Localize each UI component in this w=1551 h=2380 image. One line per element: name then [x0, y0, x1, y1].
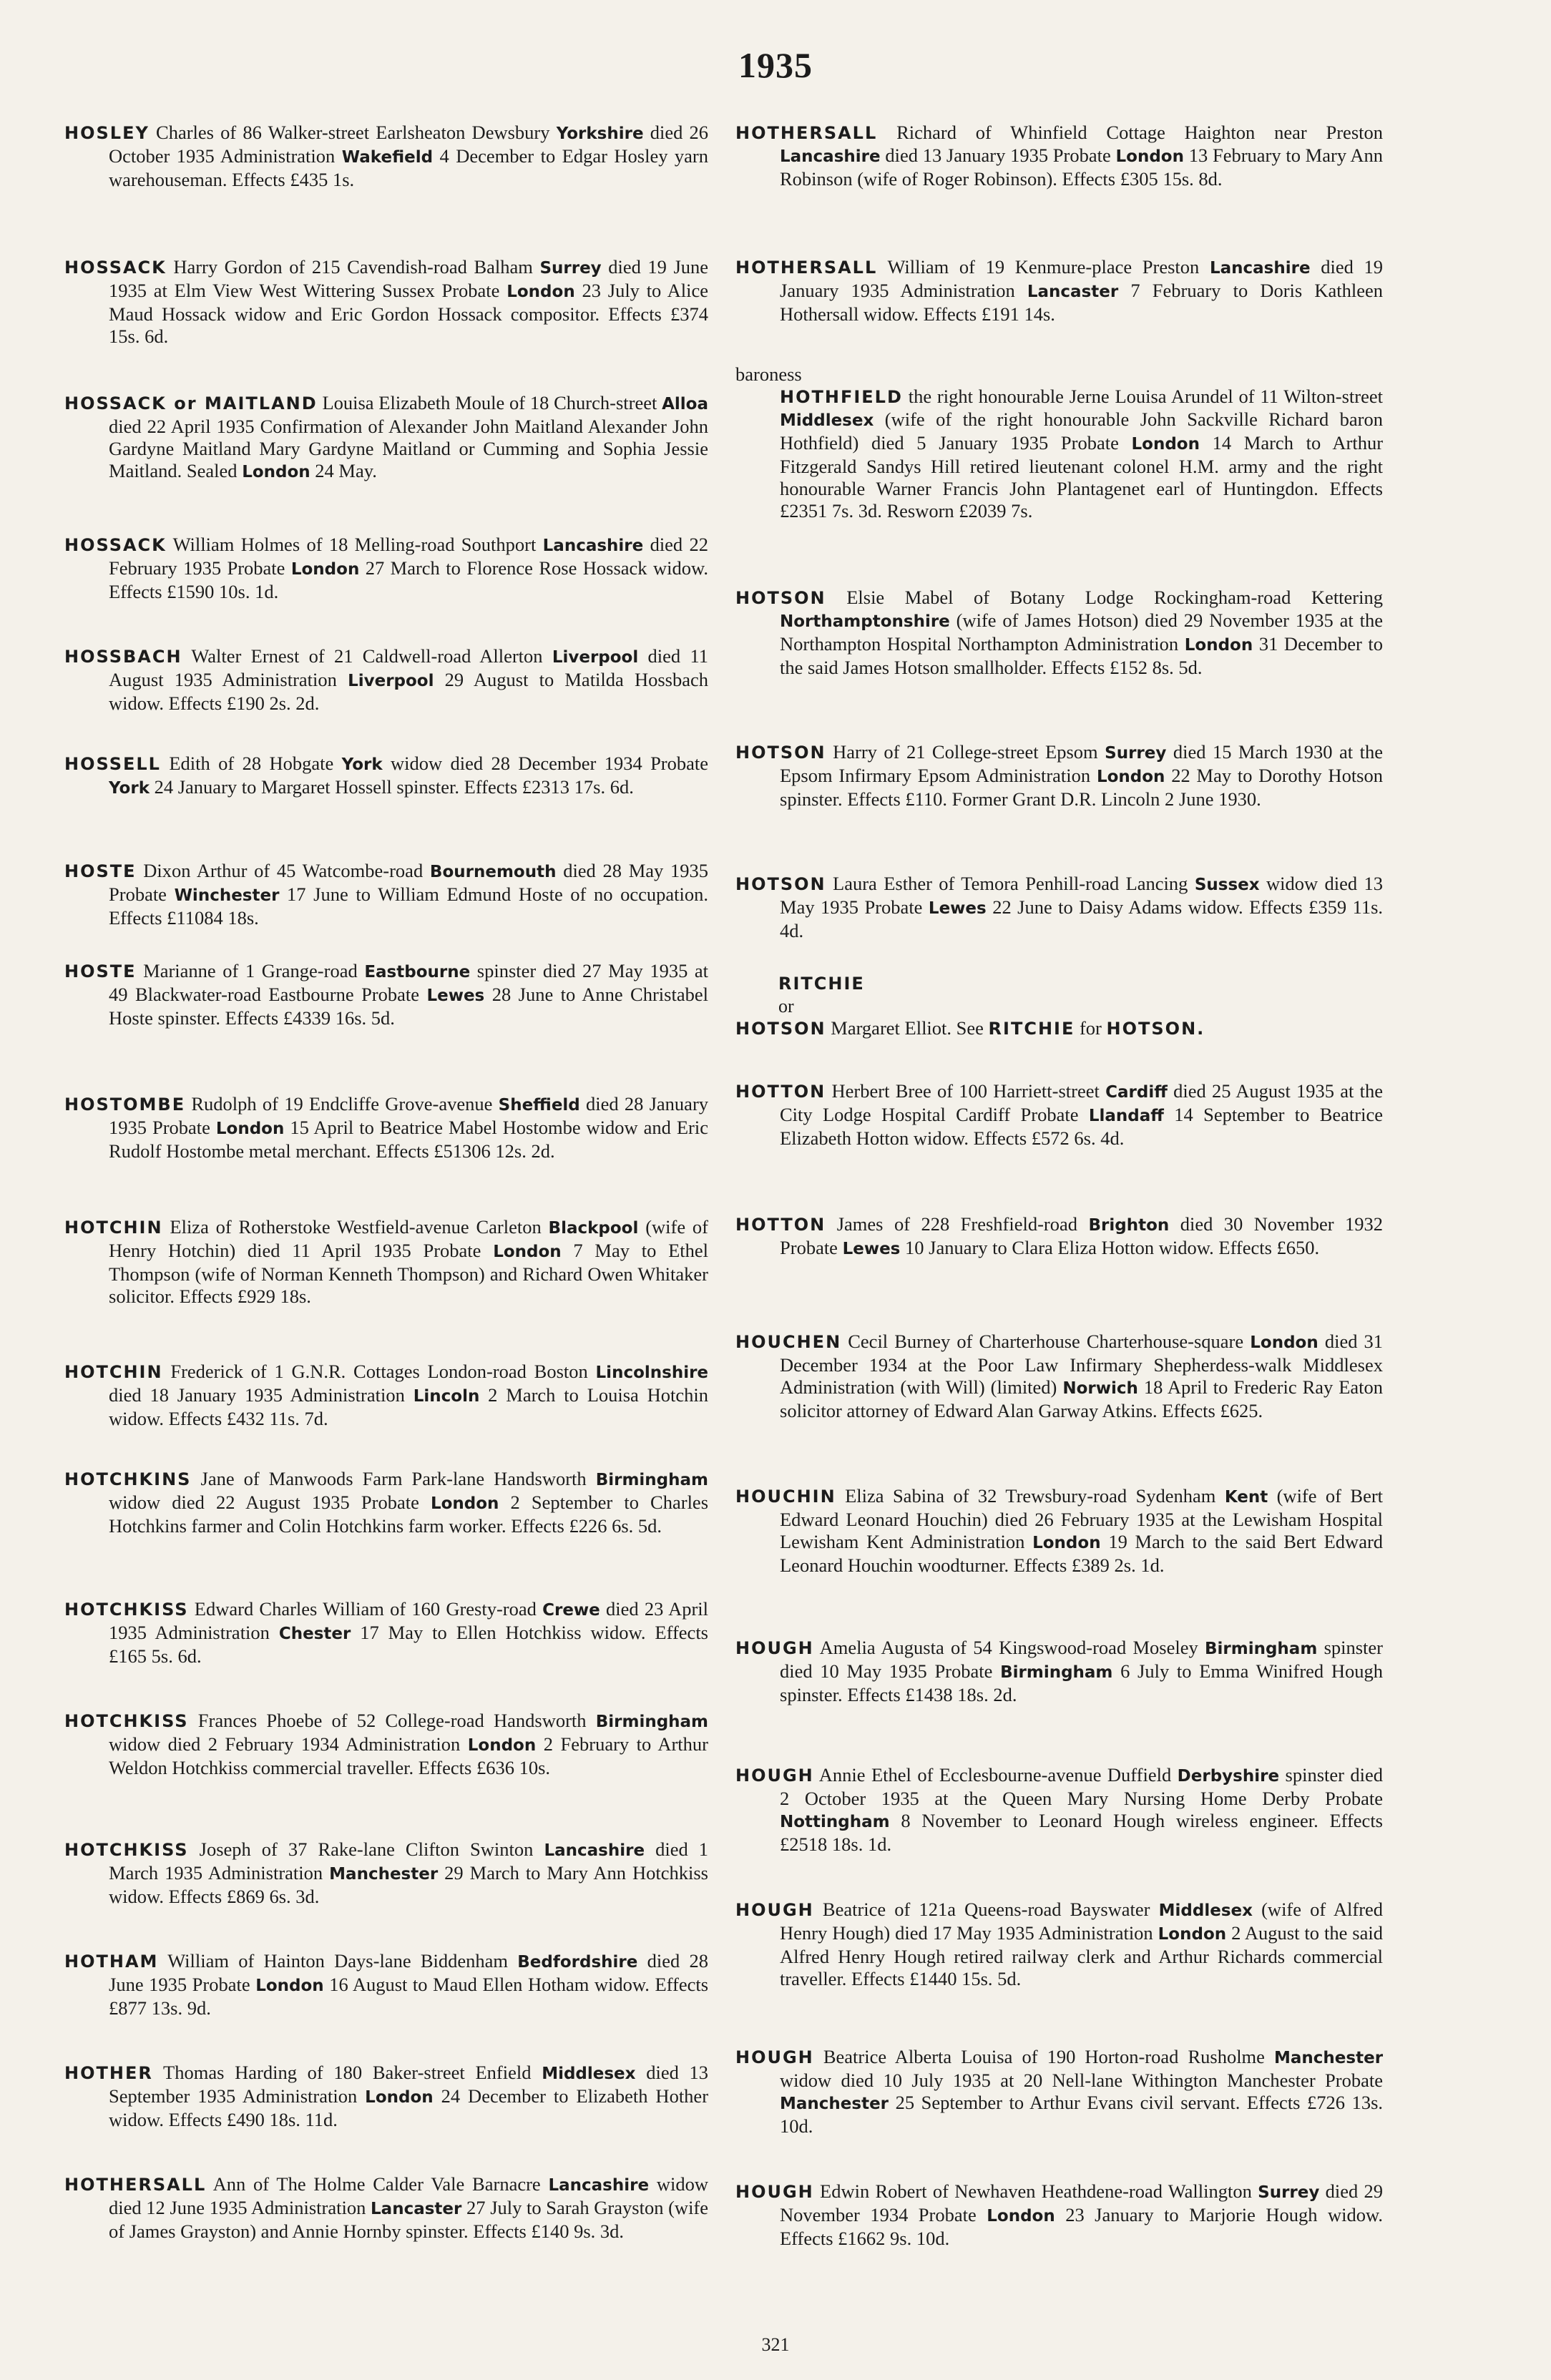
entry-text: spinster died 2 October 1935 at the Queen Mary Nursing Home Derby Probate: [780, 1764, 1384, 1809]
probate-entry: [735, 2046, 1383, 2137]
probate-entry: [735, 1899, 1383, 1990]
probate-entry: [64, 1838, 708, 1908]
entry-place: Birmingham: [1000, 1663, 1113, 1682]
entry-surname: HOTCHKINS: [64, 1469, 192, 1489]
entry-text: (wife of James Hotson) died 29 November 1935 at the Northampton Hospital Northampton Administration: [780, 609, 1384, 655]
entry-text: died 28 June 1935 Probate: [109, 1950, 708, 1995]
entry-text: 6 July to Emma Winifred Hough spinster. Effects £1438 18s. 2d.: [780, 1660, 1383, 1705]
entry-text: 25 September to Arthur Evans civil servant. Effects £726 13s. 10d.: [780, 2092, 1384, 2137]
entry-text: spinster died 27 May 1935 at 49 Blackwater-road Eastbourne Probate: [109, 960, 709, 1005]
entry-place: London: [215, 1120, 285, 1138]
entry-text: died 11 August 1935 Administration: [109, 645, 708, 690]
entry-text: 2 February to Arthur Weldon Hotchkiss commercial traveller. Effects £636 10s.: [109, 1733, 708, 1778]
entry-text: Amelia Augusta of 54 Kingswood-road Moseley: [819, 1637, 1198, 1658]
alias-surname: HOTSON: [735, 1019, 826, 1039]
entry-text: 24 May.: [315, 460, 377, 481]
alias-text: Margaret Elliot. See: [831, 1017, 984, 1039]
entry-text: 10 January to Clara Eliza Hotton widow. Effects £650.: [905, 1237, 1320, 1258]
entry-text: 22 May to Dorothy Hotson spinster. Effects £110. Former Grant D.R. Lincoln 2 June 1930.: [780, 765, 1383, 810]
entry-place: Nottingham: [780, 1813, 890, 1831]
entry-place: Blackpool: [548, 1219, 639, 1238]
probate-entry: [735, 256, 1383, 325]
entry-text: (wife of Bert Edward Leonard Houchin) died 26 February 1935 at the Lewisham Hospital Lewisham Kent Administration: [780, 1485, 1384, 1552]
entry-text: Walter Ernest of 21 Caldwell-road Allerton: [191, 645, 543, 667]
entry-surname: HOTCHKISS: [64, 1711, 189, 1731]
entry-text: 28 June to Anne Christabel Hoste spinster. Effects £4339 16s. 5d.: [109, 984, 708, 1029]
entry-place: Liverpool: [348, 672, 434, 690]
entry-text: Cecil Burney of Charterhouse Charterhouse-square: [848, 1331, 1244, 1352]
entry-place: York: [341, 755, 383, 774]
entry-text: died 22 April 1935 Confirmation of Alexander John Maitland Alexander John Gardyne Maitland Mary Gardyne Maitland or Cumming and Sophia Jessie Maitland. Sealed: [109, 416, 708, 481]
probate-entry: [735, 1213, 1383, 1260]
entry-text: widow died 10 July 1935 at 20 Nell-lane Withington Manchester Probate: [780, 2070, 1383, 2091]
entry-surname: HOTCHIN: [64, 1362, 163, 1382]
entry-text: 23 July to Alice Maud Hossack widow and Eric Gordon Hossack compositor. Effects £374 15s. 6d.: [109, 280, 709, 347]
entry-text: Annie Ethel of Ecclesbourne-avenue Duffield: [818, 1764, 1172, 1786]
probate-entry: [64, 122, 708, 191]
entry-text: widow died 28 December 1934 Probate: [391, 753, 709, 774]
entry-text: died 22 February 1935 Probate: [109, 534, 708, 579]
entry-surname: HOSSACK: [64, 258, 167, 278]
entry-place: London: [1032, 1534, 1101, 1552]
entry-place: London: [507, 283, 575, 301]
entry-place: Eastbourne: [364, 963, 471, 981]
entry-place: Lancaster: [371, 2200, 462, 2218]
alias-name: RITCHIE: [778, 974, 865, 994]
entry-text: 17 May to Ellen Hotchkiss widow. Effects £165 5s. 6d.: [109, 1622, 708, 1667]
entry-surname: HOUCHIN: [735, 1487, 836, 1507]
probate-entry: [64, 392, 708, 484]
entry-text: Laura Esther of Temora Penhill-road Lancing: [833, 873, 1188, 894]
entry-place: Lancashire: [548, 2176, 650, 2195]
entry-place: Lancashire: [544, 1841, 645, 1860]
entry-place: Lancashire: [542, 537, 644, 555]
entry-text: Charles of 86 Walker-street Earlsheaton Dewsbury: [156, 122, 550, 143]
entry-text: Frederick of 1 G.N.R. Cottages London-road Boston: [170, 1361, 588, 1382]
entry-place: Winchester: [174, 886, 280, 905]
entry-text: died 26 October 1935 Administration: [109, 122, 709, 167]
probate-entry: [64, 1598, 708, 1668]
probate-entry: [64, 960, 708, 1029]
entry-surname: HOTSON: [735, 874, 826, 894]
entry-text: died 13 September 1935 Administration: [109, 2062, 709, 2107]
entry-place: Birmingham: [595, 1471, 709, 1489]
entry-text: Rudolph of 19 Endcliffe Grove-avenue: [191, 1093, 493, 1115]
entry-surname: HOUGH: [735, 2182, 814, 2202]
entry-place: Birmingham: [595, 1713, 709, 1731]
probate-entry: [64, 1361, 708, 1430]
entry-text: Ann of The Holme Calder Vale Barnacre: [212, 2173, 541, 2195]
entry-text: 8 November to Leonard Hough wireless engineer. Effects £2518 18s. 1d.: [780, 1810, 1383, 1855]
entry-text: 2 September to Charles Hotchkins farmer and Colin Hotchkins farm worker. Effects £226 6s. 5d.: [109, 1492, 709, 1537]
entry-surname: HOTHERSALL: [735, 123, 878, 143]
entry-text: 14 March to Arthur Fitzgerald Sandys Hill retired lieutenant colonel H.M. army and the right honourable Warner Francis John Plantagenet earl of Huntingdon. Effects £2351 7s. 3d. Resworn £2039 7s.: [780, 432, 1384, 521]
entry-place: London: [1250, 1333, 1318, 1352]
entry-surname: HOSLEY: [64, 123, 150, 143]
entry-place: Manchester: [1274, 2049, 1384, 2067]
probate-entry: [64, 2173, 708, 2243]
entry-place: Lewes: [928, 899, 987, 918]
entry-place: Cardiff: [1105, 1083, 1168, 1102]
entry-place: London: [493, 1243, 562, 1261]
entry-text: died 19 January 1935 Administration: [780, 256, 1384, 301]
entry-text: 29 March to Mary Ann Hotchkiss widow. Effects £869 6s. 3d.: [109, 1862, 708, 1907]
entry-place: Bedfordshire: [517, 1953, 638, 1972]
entry-place: Lancashire: [1209, 259, 1311, 278]
entry-text: Frances Phoebe of 52 College-road Handsworth: [197, 1710, 587, 1731]
entry-surname: HOTSON: [735, 588, 826, 608]
entry-text: 22 June to Daisy Adams widow. Effects £359 11s. 4d.: [780, 896, 1384, 941]
entry-place: Brighton: [1088, 1216, 1170, 1235]
probate-entry: [735, 741, 1383, 811]
entry-text: Edward Charles William of 160 Gresty-road: [194, 1598, 537, 1620]
entry-place: London: [290, 560, 360, 579]
entry-text: 2 August to the said Alfred Henry Hough retired railway clerk and Arthur Richards commercial traveller. Effects £1440 15s. 5d.: [780, 1922, 1383, 1989]
entry-text: widow died 12 June 1935 Administration: [109, 2173, 708, 2218]
probate-entry: [64, 1093, 708, 1162]
entry-text: Beatrice of 121a Queens-road Bayswater: [822, 1899, 1150, 1920]
entry-place: Manchester: [329, 1865, 439, 1884]
probate-entry: [64, 860, 708, 929]
entry-place: Wakefield: [341, 148, 434, 167]
entry-place: Chester: [278, 1625, 351, 1643]
entry-place: London: [1096, 768, 1165, 786]
entry-text: William Holmes of 18 Melling-road Southport: [172, 534, 537, 555]
entry-place: Lewes: [426, 986, 485, 1005]
entry-text: 4 December to Edgar Hosley yarn warehouseman. Effects £435 1s.: [109, 145, 709, 190]
cross-reference-entry: [735, 973, 1383, 1040]
probate-entry: [64, 753, 708, 800]
entry-surname: HOSSACK: [64, 535, 167, 555]
entry-text: 29 August to Matilda Hossbach widow. Effects £190 2s. 2d.: [109, 669, 708, 714]
entry-place: London: [430, 1494, 499, 1513]
entry-text: died 31 December 1934 at the Poor Law Infirmary Shepherdess-walk Middlesex Administration (with Will) (limited): [780, 1331, 1384, 1398]
entry-surname: HOSSACK or MAITLAND: [64, 393, 318, 413]
probate-entry: [735, 2180, 1383, 2250]
entry-text: died 28 January 1935 Probate: [109, 1093, 709, 1138]
entry-surname: HOSTE: [64, 861, 137, 881]
entry-text: 31 December to the said James Hotson smallholder. Effects £152 8s. 5d.: [780, 633, 1383, 678]
entry-text: died 23 April 1935 Administration: [109, 1598, 709, 1643]
entry-text: Eliza of Rotherstoke Westfield-avenue Carleton: [170, 1216, 542, 1238]
entry-place: Middlesex: [1158, 1901, 1253, 1920]
entry-text: Jane of Manwoods Farm Park-lane Handsworth: [200, 1468, 587, 1489]
alias-reference: RITCHIE: [988, 1019, 1075, 1039]
entry-surname: HOTHERSALL: [735, 258, 878, 278]
entry-surname: HOTCHIN: [64, 1218, 163, 1238]
entry-place: Sussex: [1194, 876, 1260, 894]
entry-text: Louisa Elizabeth Moule of 18 Church-street: [322, 392, 657, 413]
entry-text: Harry Gordon of 215 Cavendish-road Balham: [173, 256, 533, 278]
entry-surname: HOTTON: [735, 1215, 826, 1235]
entry-text: 24 December to Elizabeth Hother widow. Effects £490 18s. 11d.: [109, 2085, 709, 2130]
alias-reference: HOTSON.: [1106, 1019, 1205, 1039]
entry-text: 23 January to Marjorie Hough widow. Effects £1662 9s. 10d.: [780, 2204, 1383, 2249]
entry-place: Norwich: [1062, 1379, 1138, 1398]
entry-place: Llandaff: [1088, 1107, 1164, 1125]
probate-entry: [735, 1485, 1383, 1577]
entry-text: 15 April to Beatrice Mabel Hostombe widow and Eric Rudolf Hostombe metal merchant. Effects £51306 12s. 2d.: [109, 1117, 709, 1162]
entry-text: died 18 January 1935 Administration: [109, 1384, 405, 1406]
entry-surname: HOUGH: [735, 1900, 814, 1920]
entry-place: Yorkshire: [556, 124, 644, 143]
entry-text: James of 228 Freshfield-road: [836, 1213, 1078, 1235]
entry-text: Harry of 21 College-street Epsom: [833, 741, 1098, 763]
entry-text: 24 January to Margaret Hossell spinster. Effects £2313 17s. 6d.: [154, 776, 634, 798]
entry-surname: HOUCHEN: [735, 1332, 842, 1352]
entry-text: (wife of Alfred Henry Hough) died 17 May 1935 Administration: [780, 1899, 1384, 1944]
probate-entry: [735, 1331, 1383, 1422]
entry-place: London: [987, 2207, 1055, 2225]
entry-surname: HOTHER: [64, 2063, 153, 2083]
entry-text: 14 September to Beatrice Elizabeth Hotton widow. Effects £572 6s. 4d.: [780, 1104, 1383, 1149]
entry-text: Thomas Harding of 180 Baker-street Enfield: [163, 2062, 532, 2083]
probate-entry: [735, 873, 1383, 942]
entry-text: died 1 March 1935 Administration: [109, 1838, 709, 1884]
entry-text: Dixon Arthur of 45 Watcombe-road: [143, 860, 424, 881]
entry-surname: HOSTOMBE: [64, 1094, 186, 1115]
entry-title-prefix: baroness: [735, 363, 802, 385]
entry-text: spinster died 10 May 1935 Probate: [780, 1637, 1383, 1682]
entry-text: Joseph of 37 Rake-lane Clifton Swinton: [199, 1838, 534, 1860]
entry-surname: HOTSON: [735, 743, 826, 763]
entry-text: 27 July to Sarah Grayston (wife of James Grayston) and Annie Hornby spinster. Effects £140 9s. 3d.: [109, 2197, 709, 2242]
entry-surname: HOSTE: [64, 961, 137, 981]
entry-text: William of Hainton Days-lane Biddenham: [167, 1950, 509, 1972]
entry-text: 18 April to Frederic Ray Eaton solicitor attorney of Edward Alan Garway Atkins. Effects £625.: [780, 1376, 1384, 1421]
entry-text: 2 March to Louisa Hotchin widow. Effects £432 11s. 7d.: [109, 1384, 709, 1429]
entry-place: Lancashire: [780, 147, 881, 166]
probate-entry: [64, 2062, 708, 2131]
alias-for: for: [1079, 1017, 1102, 1039]
probate-entry: [64, 256, 708, 348]
entry-place: London: [242, 463, 310, 481]
entry-text: widow died 2 February 1934 Administration: [109, 1733, 461, 1755]
entry-text: 27 March to Florence Rose Hossack widow. Effects £1590 10s. 1d.: [109, 557, 708, 602]
entry-surname: HOUGH: [735, 1766, 814, 1786]
entry-surname: HOTHAM: [64, 1951, 159, 1972]
probate-entry: [735, 1637, 1383, 1706]
entry-text: 13 February to Mary Ann Robinson (wife of Roger Robinson). Effects £305 15s. 8d.: [780, 145, 1383, 190]
entry-surname: HOTTON: [735, 1082, 826, 1102]
entry-place: Lincoln: [413, 1387, 480, 1406]
entry-text: Edith of 28 Hobgate: [169, 753, 334, 774]
probate-entry: [735, 587, 1383, 679]
entry-surname: HOTCHKISS: [64, 1600, 189, 1620]
entry-place: London: [365, 2088, 434, 2107]
probate-entry: [735, 122, 1383, 190]
entry-text: William of 19 Kenmure-place Preston: [887, 256, 1200, 278]
entry-surname: HOTHERSALL: [64, 2175, 207, 2195]
entry-text: 17 June to William Edmund Hoste of no occupation. Effects £11084 18s.: [109, 883, 708, 929]
entry-place: Manchester: [780, 2095, 889, 2113]
entry-place: Middlesex: [542, 2065, 636, 2083]
entry-text: (wife of the right honourable John Sackville Richard baron Hothfield) died 5 January 1935 Probate: [780, 408, 1383, 454]
entry-text: 7 May to Ethel Thompson (wife of Norman Kenneth Thompson) and Richard Owen Whitaker solicitor. Effects £929 18s.: [109, 1240, 709, 1307]
entry-text: died 28 May 1935 Probate: [109, 860, 709, 905]
entry-place: Birmingham: [1204, 1640, 1318, 1658]
entry-text: Richard of Whinfield Cottage Haighton near Preston: [896, 122, 1383, 143]
probate-entry: [64, 534, 708, 603]
entry-text: died 15 March 1930 at the Epsom Infirmary Epsom Administration: [780, 741, 1384, 786]
entry-place: Middlesex: [780, 411, 874, 430]
entry-place: Lewes: [842, 1240, 901, 1258]
entry-place: Derbyshire: [1177, 1767, 1280, 1786]
entry-place: Lincolnshire: [595, 1363, 709, 1382]
entry-text: died 19 June 1935 at Elm View West Wittering Sussex Probate: [109, 256, 709, 301]
alias-or: or: [778, 996, 794, 1017]
entry-text: died 25 August 1935 at the City Lodge Hospital Cardiff Probate: [780, 1080, 1384, 1125]
entry-text: Eliza Sabina of 32 Trewsbury-road Sydenham: [845, 1485, 1216, 1507]
probate-entry: [64, 1950, 708, 2019]
entry-place: Surrey: [1258, 2183, 1320, 2202]
entry-place: London: [255, 1977, 324, 1995]
entry-text: widow died 22 August 1935 Probate: [109, 1492, 419, 1513]
probate-entry: [735, 1080, 1383, 1150]
entry-place: Liverpool: [552, 648, 639, 667]
entry-place: Sheffield: [498, 1096, 580, 1115]
entry-text: the right honourable Jerne Louisa Arundel of 11 Wilton-street: [908, 386, 1384, 407]
entry-surname: HOUGH: [735, 1638, 814, 1658]
probate-entry: [735, 363, 1383, 522]
entry-place: York: [109, 779, 150, 798]
entry-place: Northamptonshire: [780, 612, 950, 631]
entry-surname: HOSSBACH: [64, 647, 182, 667]
entry-text: died 30 November 1932 Probate: [780, 1213, 1384, 1258]
entry-place: Surrey: [1105, 744, 1167, 763]
entry-text: 7 February to Doris Kathleen Hothersall widow. Effects £191 14s.: [780, 280, 1384, 325]
entry-surname: HOTHFIELD: [780, 387, 903, 407]
entry-place: London: [1158, 1925, 1227, 1944]
entry-text: (wife of Henry Hotchin) died 11 April 1935 Probate: [109, 1216, 708, 1261]
page-number: 321: [761, 2334, 790, 2355]
entry-text: died 13 January 1935 Probate: [885, 145, 1111, 166]
entry-surname: HOUGH: [735, 2047, 814, 2067]
entry-text: 19 March to the said Bert Edward Leonard Houchin woodturner. Effects £389 2s. 1d.: [780, 1531, 1384, 1576]
entry-text: Herbert Bree of 100 Harriett-street: [831, 1080, 1100, 1102]
probate-entry: [64, 645, 708, 715]
entry-place: Lancaster: [1027, 283, 1119, 301]
entry-text: 16 August to Maud Ellen Hotham widow. Effects £877 13s. 9d.: [109, 1974, 709, 2019]
entry-text: Elsie Mabel of Botany Lodge Rockingham-road Kettering: [846, 587, 1383, 608]
entry-place: London: [1131, 435, 1200, 454]
entry-text: died 29 November 1934 Probate: [780, 2180, 1384, 2225]
entry-surname: HOSSELL: [64, 754, 161, 774]
page-year: 1935: [738, 45, 813, 85]
probate-entry: [735, 1764, 1383, 1856]
entry-surname: HOTCHKISS: [64, 1840, 189, 1860]
entry-place: Kent: [1224, 1488, 1268, 1507]
entry-text: widow died 13 May 1935 Probate: [780, 873, 1384, 918]
entry-place: London: [1115, 147, 1184, 166]
probate-entry: [64, 1710, 708, 1779]
entry-text: Edwin Robert of Newhaven Heathdene-road Wallington: [820, 2180, 1252, 2202]
entry-place: Crewe: [542, 1601, 600, 1620]
probate-entry: [64, 1468, 708, 1537]
entry-place: Alloa: [662, 395, 708, 413]
probate-entry: [64, 1216, 708, 1308]
entry-place: London: [1184, 636, 1253, 655]
entry-text: Marianne of 1 Grange-road: [143, 960, 358, 981]
entry-place: Surrey: [539, 259, 602, 278]
entry-place: Bournemouth: [429, 863, 557, 881]
entry-place: London: [467, 1736, 537, 1755]
entry-text: Beatrice Alberta Louisa of 190 Horton-road Rusholme: [823, 2046, 1265, 2067]
